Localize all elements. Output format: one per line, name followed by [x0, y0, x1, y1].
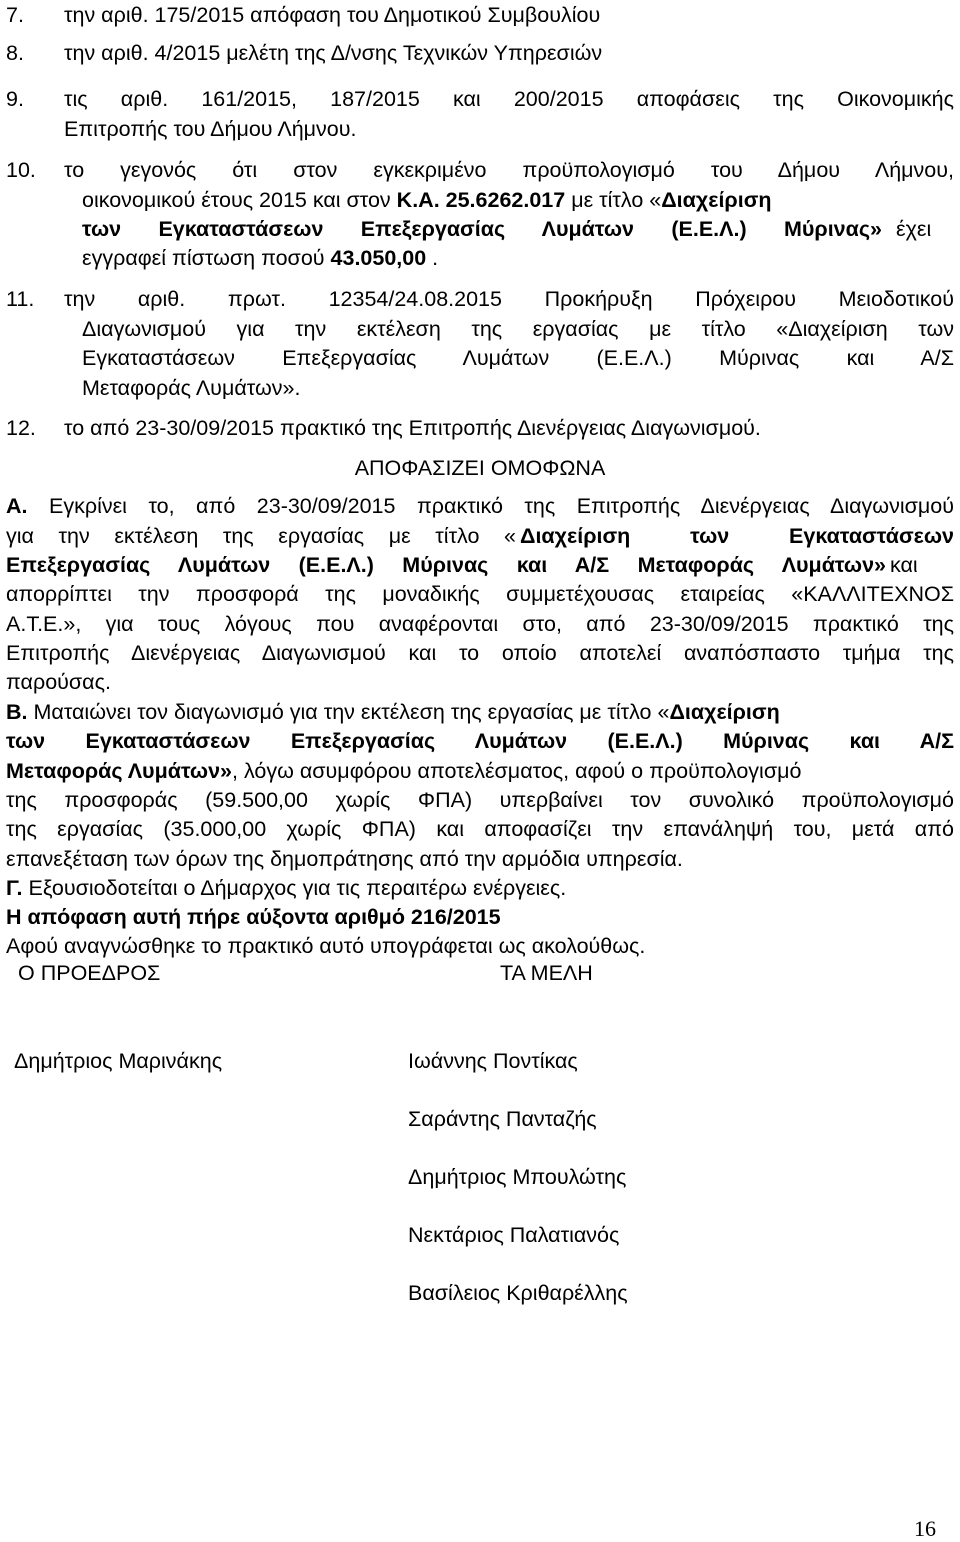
- item-number-12: 12.: [6, 416, 36, 440]
- item-10-line-4-c: .: [432, 246, 439, 270]
- section-b-line-1: [6, 697, 954, 727]
- item-9-line-1: τις αριθ. 161/2015, 187/2015 και 200/2015 αποφάσεις της Οικονομικής: [64, 87, 954, 111]
- section-b-line-3: [6, 756, 954, 786]
- item-10-line-2-a: οικονομικού έτους 2015 και στον: [82, 188, 397, 212]
- item-10-amount: 43.050,00: [330, 246, 433, 270]
- item-10-line-2-c: με τίτλο «: [565, 188, 662, 212]
- section-a-line-1-text: Εγκρίνει το, από 23-30/09/2015 πρακτικό της Επιτροπής Διενέργειας Διαγωνισμού: [27, 494, 954, 518]
- section-b-line-5: της εργασίας (35.000,00 χωρίς ΦΠΑ) και αποφασίζει την επανάληψή του, μετά από: [6, 817, 954, 841]
- signing-note: Αφού αναγνώσθηκε το πρακτικό αυτό υπογράφεται ως ακολούθως.: [6, 934, 646, 958]
- decision-number: Η απόφαση αυτή πήρε αύξοντα αριθμό 216/2015: [6, 905, 501, 929]
- item-11-line-3: Εγκαταστάσεων Επεξεργασίας Λυμάτων (Ε.Ε.Λ.) Μύρινας και Α/Σ: [82, 346, 954, 370]
- president-label: Ο ΠΡΟΕΔΡΟΣ: [18, 961, 161, 985]
- item-number-8: 8.: [6, 41, 24, 65]
- item-10-line-3: των Εγκαταστάσεων Επεξεργασίας Λυμάτων (Ε.Ε.Λ.) Μύρινας»: [82, 217, 882, 241]
- item-number-9: 9.: [6, 87, 24, 111]
- section-a-line-2-b: Διαχείριση των Εγκαταστάσεων: [520, 524, 954, 548]
- item-10-line-2: [82, 185, 954, 215]
- section-b-line-3-b: , λόγω ασυμφόρου αποτελέσματος, αφού ο προϋπολογισμό: [232, 759, 802, 783]
- section-b-line-4: της προσφοράς (59.500,00 χωρίς ΦΠΑ) υπερβαίνει τον συνολικό προϋπολογισμό: [6, 788, 954, 812]
- item-number-11: 11.: [6, 287, 35, 311]
- decision-heading: ΑΠΟΦΑΣΙΖΕΙ ΟΜΟΦΩΝΑ: [354, 456, 606, 480]
- section-a-line-3: Επεξεργασίας Λυμάτων (Ε.Ε.Λ.) Μύρινας και Α/Σ Μεταφοράς Λυμάτων»: [6, 553, 886, 577]
- item-10-budget-code: Κ.Α. 25.6262.017: [396, 188, 566, 212]
- item-10-line-3-tail: έχει: [896, 217, 932, 241]
- members-label: ΤΑ ΜΕΛΗ: [500, 961, 593, 985]
- section-a-line-5: Α.Τ.Ε.», για τους λόγους που αναφέρονται στο, από 23-30/09/2015 πρακτικό της: [6, 612, 954, 636]
- member-name: Βασίλειος Κριθαρέλλης: [408, 1281, 628, 1305]
- item-10-line-2-d: Διαχείριση: [661, 188, 772, 212]
- section-b-letter: Β.: [6, 700, 28, 724]
- item-10-line-1: το γεγονός ότι στον εγκεκριμένο προϋπολογισμό του Δήμου Λήμνου,: [64, 158, 954, 182]
- section-b-line-2: των Εγκαταστάσεων Επεξεργασίας Λυμάτων (Ε.Ε.Λ.) Μύρινας και Α/Σ: [6, 729, 954, 753]
- item-10-line-4: [82, 243, 954, 273]
- item-number-10: 10.: [6, 158, 36, 182]
- item-11-line-4: Μεταφοράς Λυμάτων».: [82, 376, 301, 400]
- item-11-line-2: Διαγωνισμού για την εκτέλεση της εργασίας με τίτλο «Διαχείριση των: [82, 317, 954, 341]
- item-8-text: την αριθ. 4/2015 μελέτη της Δ/νσης Τεχνικών Υπηρεσιών: [64, 41, 603, 65]
- page-number: 16: [914, 1516, 936, 1541]
- section-a-line-7: παρούσας.: [6, 670, 111, 694]
- section-a-line-1: [6, 491, 954, 521]
- section-a-line-3-tail: και: [890, 553, 918, 577]
- member-name: Δημήτριος Μπουλώτης: [408, 1165, 627, 1189]
- section-b-line-3-a: Μεταφοράς Λυμάτων»: [6, 759, 233, 783]
- section-a-line-4: απορρίπτει την προσφορά της μοναδικής συμμετέχουσας εταιρείας «ΚΑΛΛΙΤΕΧΝΟΣ: [6, 582, 954, 606]
- section-b-line-6: επανεξέταση των όρων της δημοπράτησης από την αρμόδια υπηρεσία.: [6, 847, 683, 871]
- item-9-line-2: Επιτροπής του Δήμου Λήμνου.: [64, 117, 357, 141]
- section-c-text: Εξουσιοδοτείται ο Δήμαρχος για τις περαιτέρω ενέργειες.: [22, 876, 567, 900]
- section-a-line-2-a: για την εκτέλεση της εργασίας με τίτλο «: [6, 524, 516, 548]
- item-10-line-4-a: εγγραφεί πίστωση ποσού: [82, 246, 331, 270]
- section-a-letter: Α.: [6, 494, 28, 518]
- member-name: Ιωάννης Ποντίκας: [408, 1049, 578, 1073]
- item-11-line-1: την αριθ. πρωτ. 12354/24.08.2015 Προκήρυξη Πρόχειρου Μειοδοτικού: [64, 287, 954, 311]
- item-12-text: το από 23-30/09/2015 πρακτικό της Επιτροπής Διενέργειας Διαγωνισμού.: [64, 416, 761, 440]
- section-c-letter: Γ.: [6, 876, 23, 900]
- section-b-line-1-a: Ματαιώνει τον διαγωνισμό για την εκτέλεση της εργασίας με τίτλο «: [27, 700, 670, 724]
- section-a-line-6: Επιτροπής Διενέργειας Διαγωνισμού και το οποίο αποτελεί αναπόσπαστο τμήμα της: [6, 641, 954, 665]
- president-name: Δημήτριος Μαρινάκης: [14, 1049, 223, 1073]
- section-c-line: [6, 873, 954, 903]
- section-b-line-1-b: Διαχείριση: [669, 700, 780, 724]
- item-7-text: την αριθ. 175/2015 απόφαση του Δημοτικού Συμβουλίου: [64, 3, 601, 27]
- member-name: Σαράντης Πανταζής: [408, 1107, 597, 1131]
- member-name: Νεκτάριος Παλατιανός: [408, 1223, 620, 1247]
- item-number-7: 7.: [6, 3, 24, 27]
